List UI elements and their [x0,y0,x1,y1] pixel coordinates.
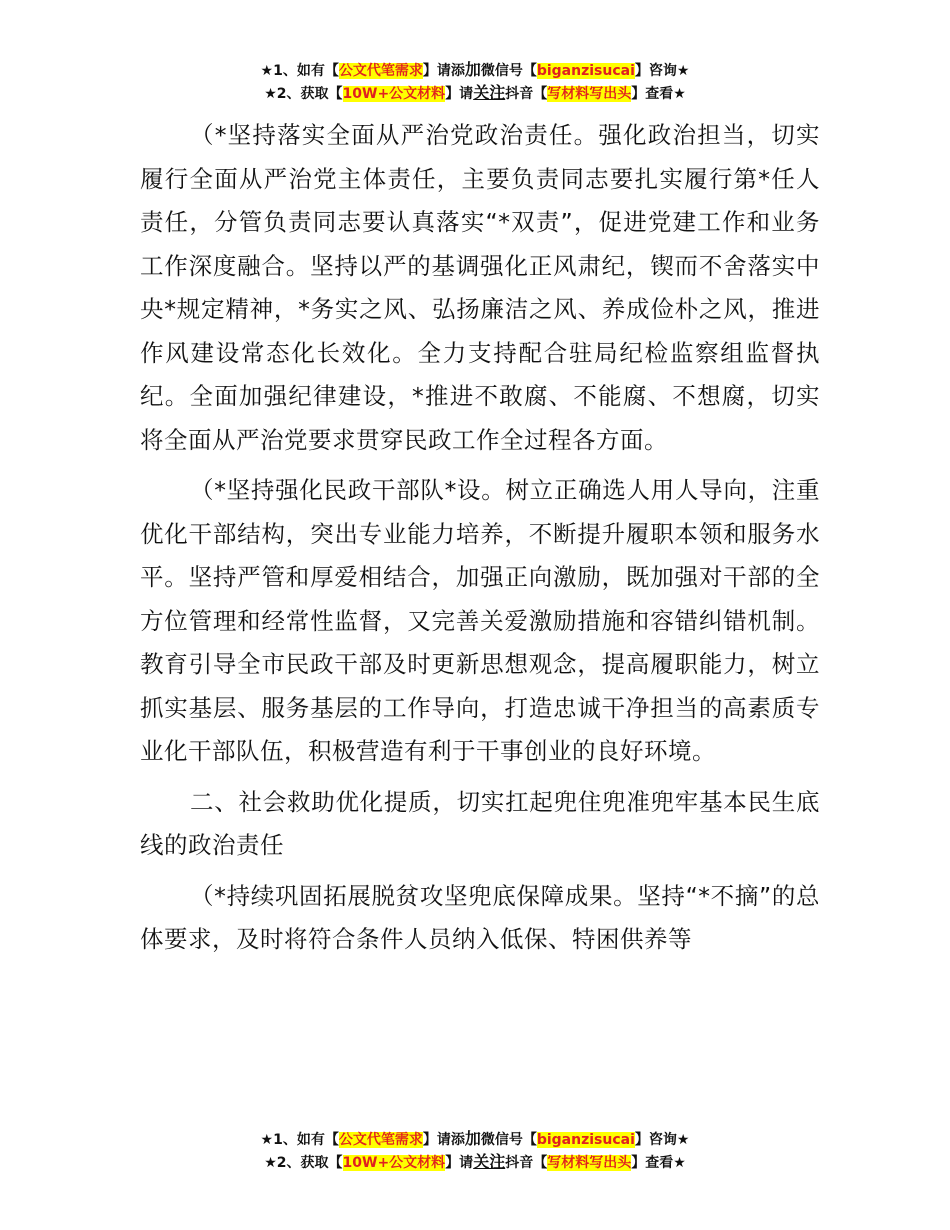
notice-text: 关注 [473,1152,506,1171]
notice-text: 抖音【 [505,1155,548,1171]
section-heading: 二、社会救助优化提质，切实扛起兜住兜准兜牢基本民生底线的政治责任 [140,787,820,859]
douyin-highlight: 写材料写出头 [547,1155,632,1171]
document-body [140,114,820,969]
notice-text: ★2、获取【 [264,1155,343,1171]
paragraph: （*持续巩固拓展脱贫攻坚兜底保障成果。坚持“*不摘”的总体要求，及时将符合条件人员纳入低保、特困供养等 [140,881,820,953]
notice-text: 】请添 [422,1132,465,1148]
notice-text: 加 [464,60,481,79]
notice-highlight: 10W+公文材料 [342,1155,446,1171]
notice-text: 微信号【 [480,63,537,79]
notice-text: 】请 [445,1155,474,1171]
notice-text: 】咨询★ [634,63,690,79]
header-notice-line-2 [0,82,950,105]
paragraph: （*坚持强化民政干部队*设。树立正确选人用人导向，注重优化干部结构，突出专业能力培养，不断提升履职本领和服务水平。坚持严管和厚爱相结合，加强正向激励，既加强对干部的全方位管理和经常性监督，又完善关爱激励措施和容错纠错机制。教育引导全市民政干部及时更新思想观念，提高履职能力，树立抓实基层、服务基层的工作导向，打造忠诚干净担当的高素质专业化干部队伍，积极营造有利于干事创业的良好环境。 [140,476,820,765]
header-notice [0,59,950,105]
footer-notice [0,1128,950,1174]
notice-text: ★2、获取【 [264,86,343,102]
notice-text: 】请添 [422,63,465,79]
notice-highlight: 10W+公文材料 [342,86,446,102]
notice-text: 加 [464,1129,481,1148]
douyin-highlight: 写材料写出头 [547,86,632,102]
notice-highlight: 公文代笔需求 [338,63,423,79]
notice-text: 】查看★ [631,1155,686,1171]
notice-text: 微信号【 [480,1132,537,1148]
wechat-id-highlight: biganzisucai [536,1132,635,1148]
header-notice-line-1 [0,59,950,82]
notice-text: 关注 [473,83,506,102]
notice-highlight: 公文代笔需求 [338,1132,423,1148]
paragraph: （*坚持落实全面从严治党政治责任。强化政治担当，切实履行全面从严治党主体责任，主要负责同志要扎实履行第*任人责任，分管负责同志要认真落实“*双责”，促进党建工作和业务工作深度融合。坚持以严的基调强化正风肃纪，锲而不舍落实中央*规定精神，*务实之风、弘扬廉洁之风、养成俭朴之风，推进作风建设常态化长效化。全力支持配合驻局纪检监察组监督执纪。全面加强纪律建设，*推进不敢腐、不能腐、不想腐，切实将全面从严治党要求贯穿民政工作全过程各方面。 [140,121,820,454]
wechat-id-highlight: biganzisucai [536,63,635,79]
notice-text: ★1、如有【 [260,1132,339,1148]
notice-text: ★1、如有【 [260,63,339,79]
notice-text: 】查看★ [631,86,686,102]
footer-notice-line-2 [0,1151,950,1174]
notice-text: 抖音【 [505,86,548,102]
notice-text: 】咨询★ [634,1132,690,1148]
footer-notice-line-1 [0,1128,950,1151]
notice-text: 】请 [445,86,474,102]
